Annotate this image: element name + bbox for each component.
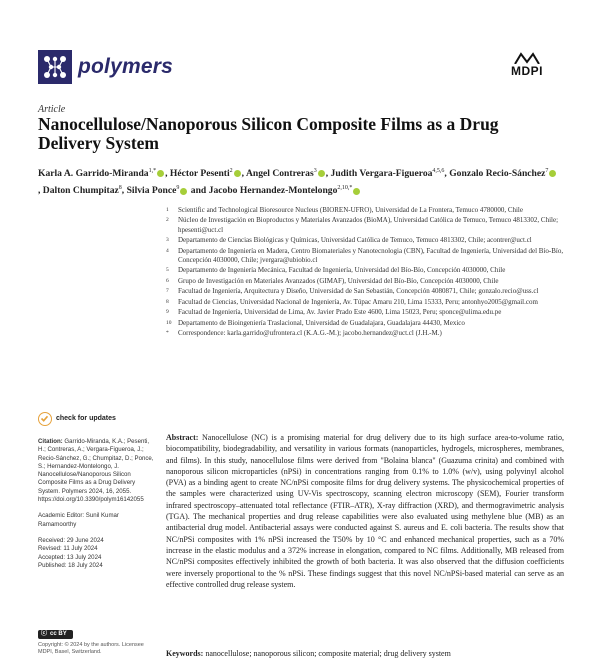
author-name[interactable] (43, 185, 122, 196)
affiliation-number: 10 (166, 319, 172, 326)
check-for-updates-button[interactable] (38, 412, 156, 426)
orcid-icon[interactable] (157, 170, 164, 177)
orcid-icon[interactable] (318, 170, 325, 177)
orcid-icon[interactable] (180, 188, 187, 195)
author-affiliation-marker: 2,10,* (337, 185, 353, 192)
affiliation-item (166, 236, 566, 245)
affiliation-number: 9 (166, 309, 169, 316)
affiliation-number: 5 (166, 267, 169, 274)
author-name[interactable] (246, 168, 326, 179)
affiliation-item (166, 329, 566, 338)
orcid-icon[interactable] (549, 170, 556, 177)
author-name[interactable] (38, 168, 165, 179)
citation-block (38, 438, 156, 504)
abstract-label: Abstract: (166, 433, 199, 442)
author-separator: , (444, 168, 450, 180)
keywords-label: Keywords: (166, 649, 204, 658)
author-name-text: Gonzalo Recio-Sánchez (449, 168, 546, 180)
affiliation-text: Departamento de Ingeniería en Madera, Centro Biomateriales y Nanotecnologia (CBN), Facultad de Ingeniería, Universidad del Bío-Bío, Concepción 4030000, Chile; jvergara@ubiobio.cl (178, 246, 564, 264)
author-name-text: Silvia Ponce (126, 185, 177, 197)
date-published: Published: 18 July 2024 (38, 561, 103, 569)
affiliation-number: 4 (166, 247, 169, 254)
author-name-text: Karla A. Garrido-Miranda (38, 168, 149, 180)
affiliation-item (166, 216, 566, 234)
affiliation-number: 1 (166, 207, 169, 213)
author-name[interactable] (170, 168, 242, 179)
keywords (166, 648, 566, 659)
author-separator: , (325, 168, 331, 180)
polymers-logo-icon (38, 50, 72, 84)
affiliation-item (166, 308, 566, 317)
affiliation-number: * (166, 330, 169, 337)
affiliation-text: Facultad de Ingeniería, Arquitectura y Diseño, Universidad de San Sebastián, Concepción 4080871, Chile; gonzalo.recio@uss.cl (178, 287, 539, 296)
author-name-text: Jacobo Hernandez-Montelongo (208, 185, 338, 197)
author-separator: , (38, 185, 43, 197)
author-name[interactable] (331, 168, 445, 179)
affiliation-text: Facultad de Ingeniería, Universidad de Lima, Av. Javier Prado Este 4600, Lima 15023, Peru; sponce@ulima.edu.pe (178, 308, 502, 317)
affiliation-text: Correspondence: karla.garrido@ufrontera.cl (K.A.G.-M.); jacobo.hernandez@uct.cl (J.H.-M.) (178, 329, 442, 338)
affiliation-text: Departamento de Ingeniería Mecánica, Facultad de Ingeniería, Universidad del Bío-Bío, Concepción 4030000, Chile (178, 266, 506, 275)
affiliation-text: Grupo de Investigación en Materiales Avanzados (GIMAF), Universidad del Bío-Bío, Concepción 4030000, Chile (178, 276, 499, 285)
academic-editor: Academic Editor: Sunil Kumar Ramamoorthy (38, 512, 119, 528)
author-separator: and (188, 185, 209, 197)
mdpi-logo[interactable] (511, 52, 543, 78)
paper-title: Nanocellulose/Nanoporous Silicon Composite Films as a Drug Delivery System (38, 114, 499, 153)
affiliation-number: 8 (166, 298, 169, 305)
orcid-icon[interactable] (234, 170, 241, 177)
check-updates-icon (38, 412, 52, 426)
orcid-icon[interactable] (353, 188, 360, 195)
dates-block (38, 537, 156, 570)
affiliation-text: Departamento de Ciencias Biológicas y Químicas, Universidad Católica de Temuco, Temuco 4813302, Chile; acontrer@uct.cl (178, 236, 532, 245)
check-updates-label: check for updates (56, 415, 116, 423)
cc-icon: ⓒ (41, 631, 48, 637)
affiliation-item (166, 206, 566, 215)
affiliation-item (166, 266, 566, 275)
citation-label: Citation: (38, 438, 63, 445)
author-name-text: Dalton Chumpitaz (42, 185, 119, 197)
cc-badge-label: cc BY (50, 631, 67, 637)
affiliation-item (166, 247, 566, 265)
affiliation-text: Scientific and Technological Bioresource Nucleus (BIOREN-UFRO), Universidad de La Frontera, Temuco 4780000, Chile (178, 206, 523, 214)
affiliation-text: Núcleo de Investigación en Bioproductos y Materiales Avanzados (BioMA), Universidad Católica de Temuco, Temuco 4813302, Chile; hpesenti@uct.cl (178, 216, 559, 234)
affiliation-number: 3 (166, 237, 169, 244)
affiliation-text: Departamento de Bioingeniería Traslacional, Universidad de Guadalajara, Guadalajara 44430, Mexico (178, 318, 465, 327)
publisher-name: MDPI (511, 64, 543, 78)
affiliation-number: 2 (166, 217, 169, 224)
affiliation-item (166, 298, 566, 307)
article-type: Article (38, 104, 66, 115)
license-block (38, 630, 156, 656)
journal-logo[interactable] (38, 50, 173, 84)
affiliation-item (166, 319, 566, 328)
author-affiliation-marker: 1,* (148, 168, 157, 174)
cc-license-badge[interactable] (38, 630, 73, 639)
date-accepted: Accepted: 13 July 2024 (38, 553, 102, 561)
date-revised: Revised: 11 July 2024 (38, 545, 98, 553)
abstract-text: Nanocellulose (NC) is a promising material for drug delivery due to its high surface area-to-volume ratio, biocompatibility, biodegradability, and versatility in various formats (nanoparticles, hydrogels, microspheres, membranes, and films). In this study, nanocellulose films were derived from "Bolaina blanca" (Guazuma crinita) and combined with nanoporous silicon microparticles (nPSi) in concentrations ranging from 0.1% to 1.0% (w/v), using polyvinyl alcohol (PVA) as a binding agent to create NC/nPSi composite films for drug delivery systems. The physicochemical properties of the samples were characterized using UV-Vis spectroscopy, scanning electron microscopy (SEM), Fourier transform infrared spectroscopy–attenuated total reflectance (FTIR–ATR), X-ray diffraction (XRD), and thermogravimetric analysis (TGA). The mechanical properties and drug release capabilities were also evaluated using methylene blue (MB) as an antibacterial drug model. Antibacterial assays were conducted against S. aureus and E. coli bacteria. The results show that NC/nPSi composites with 1% nPSi increased the T50% by 10 °C and enhanced mechanical properties, such as a 70% increase in the elastic modulus and a 372% increase in elongation, compared to NC films. Additionally, MB released from NC/nPSi composites effectively inhibited the growth of both bacteria. It was also observed that the diffusion coefficients were inversely proportional to the % nPSi. These findings suggest that this novel NC/nPSi-based material can serve as an effective controlled drug release system. (166, 433, 564, 589)
author-affiliation-marker: 9 (176, 185, 180, 192)
keywords-text: nanocellulose; nanoporous silicon; composite material; drug delivery system (205, 649, 451, 658)
sidebar (38, 412, 156, 570)
author-affiliation-marker: 8 (118, 185, 122, 192)
author-separator: , (241, 168, 246, 180)
mdpi-logo-icon (511, 52, 543, 64)
author-separator: , (121, 185, 127, 197)
affiliation-item (166, 277, 566, 286)
affiliation-item (166, 287, 566, 296)
author-name[interactable] (449, 168, 557, 179)
author-name[interactable] (127, 185, 189, 196)
affiliation-text: Facultad de Ciencias, Universidad Nacional de Ingeniería, Av. Túpac Amaru 210, Lima 15333, Peru; antonhyo2005@gmail.com (178, 297, 538, 306)
copyright-text: Copyright: © 2024 by the authors. Licensee MDPI, Basel, Switzerland. (38, 642, 144, 655)
author-affiliation-marker: 2 (229, 168, 233, 174)
affiliation-list (166, 206, 566, 340)
date-received: Received: 29 June 2024 (38, 536, 104, 544)
journal-name: polymers (78, 55, 173, 78)
abstract (166, 432, 564, 590)
author-affiliation-marker: 7 (545, 168, 549, 174)
author-name-text: Judith Vergara-Figueroa (330, 168, 433, 180)
affiliation-number: 7 (166, 288, 169, 295)
author-separator: , (165, 168, 170, 180)
author-affiliation-marker: 3 (313, 168, 317, 174)
author-name-text: Héctor Pesenti (169, 168, 230, 180)
author-name-text: Angel Contreras (245, 168, 314, 180)
author-list (38, 164, 558, 198)
affiliation-number: 6 (166, 277, 169, 284)
author-affiliation-marker: 4,5,6 (432, 168, 445, 174)
citation-text[interactable]: Garrido-Miranda, K.A.; Pesenti, H.; Contreras, A.; Vergara-Figueroa, J.; Recio-Sánchez, G.; Chumpitaz, D.; Ponce, S.; Hernandez-Montelongo, J. Nanocellulose/Nanoporous Silicon Composite Films as a Drug Delivery System. Polymers 2024, 16, 2055. https://doi.org/10.3390/polym16142055 (38, 438, 154, 504)
author-name[interactable] (209, 185, 362, 196)
